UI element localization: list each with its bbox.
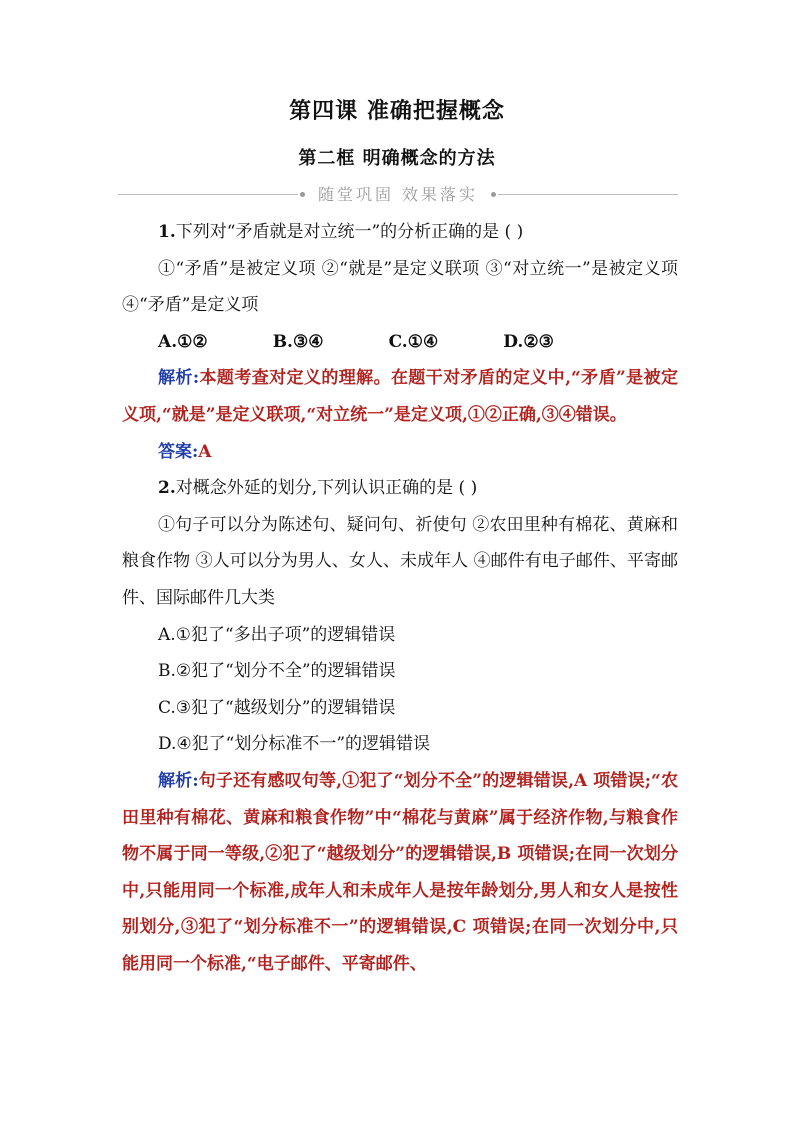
question-1-options: A.①② B.③④ C.①④ D.②③ <box>158 331 554 352</box>
question-2-analysis-label: 解析: <box>158 770 199 791</box>
question-1-answer-label: 答案: <box>158 441 199 462</box>
question-2-option-b: B.②犯了“划分不全”的逻辑错误 <box>158 661 396 682</box>
question-2-option-c: C.③犯了“越级划分”的逻辑错误 <box>158 697 396 718</box>
question-1-text: 下列对“矛盾就是对立统一”的分析正确的是 ( ) <box>175 222 524 242</box>
divider-line-right <box>498 194 678 195</box>
question-2-option-d: D.④犯了“划分标准不一”的逻辑错误 <box>158 734 431 755</box>
question-2-number: 2. <box>158 478 176 499</box>
question-1-analysis-label: 解析: <box>158 368 200 389</box>
lesson-title: 第四课 准确把握概念 <box>289 98 505 124</box>
question-2-statements: ①句子可以分为陈述句、疑问句、祈使句 ②农田里种有棉花、黄麻和粮食作物 ③人可以分为男人、女人、未成年人 ④邮件有电子邮件、平寄邮件、国际邮件几大类 <box>122 514 678 608</box>
divider-label: 随堂巩固 效果落实 <box>317 185 479 204</box>
document-body <box>122 214 678 982</box>
question-2-text: 对概念外延的划分,下列认识正确的是 ( ) <box>175 478 478 499</box>
question-2-analysis <box>122 763 678 983</box>
question-2-option-a: A.①犯了“多出子项”的逻辑错误 <box>158 624 396 645</box>
section-subtitle: 第二框 明确概念的方法 <box>298 148 496 169</box>
question-1-analysis-text: 本题考查对定义的理解。在题干对矛盾的定义中,“矛盾”是被定义项,“就是”是定义联项,“对立统一”是定义项,①②正确,③④错误。 <box>122 368 678 425</box>
question-1-number: 1. <box>158 222 176 242</box>
divider-line-left <box>118 194 298 195</box>
divider-dot-right <box>491 192 496 197</box>
question-1-statements: ①“矛盾”是被定义项 ②“就是”是定义联项 ③“对立统一”是被定义项 ④“矛盾”是定义项 <box>122 258 678 316</box>
question-2-analysis-text: 句子还有感叹句等,①犯了“划分不全”的逻辑错误,A 项错误;“农田里种有棉花、黄麻和粮食作物”中“棉花与黄麻”属于经济作物,与粮食作物不属于同一等级,②犯了“越级划分”的逻辑错误,B 项错误;在同一次划分中,只能用同一个标准,成年人和未成年人是按年龄划分,男人和女人是按性别划分,③犯了“划分标准不一”的逻辑错误,C 项错误;在同一次划分中,只能用同一个标准,“电子邮件、平寄邮件、 <box>122 770 678 974</box>
question-1-stem <box>122 214 678 251</box>
question-1-analysis <box>122 360 678 433</box>
divider-dot-left <box>300 192 305 197</box>
section-divider <box>118 183 678 207</box>
question-1-answer <box>122 434 678 471</box>
question-2-stem <box>122 470 678 507</box>
question-1-answer-value: A <box>198 441 212 462</box>
